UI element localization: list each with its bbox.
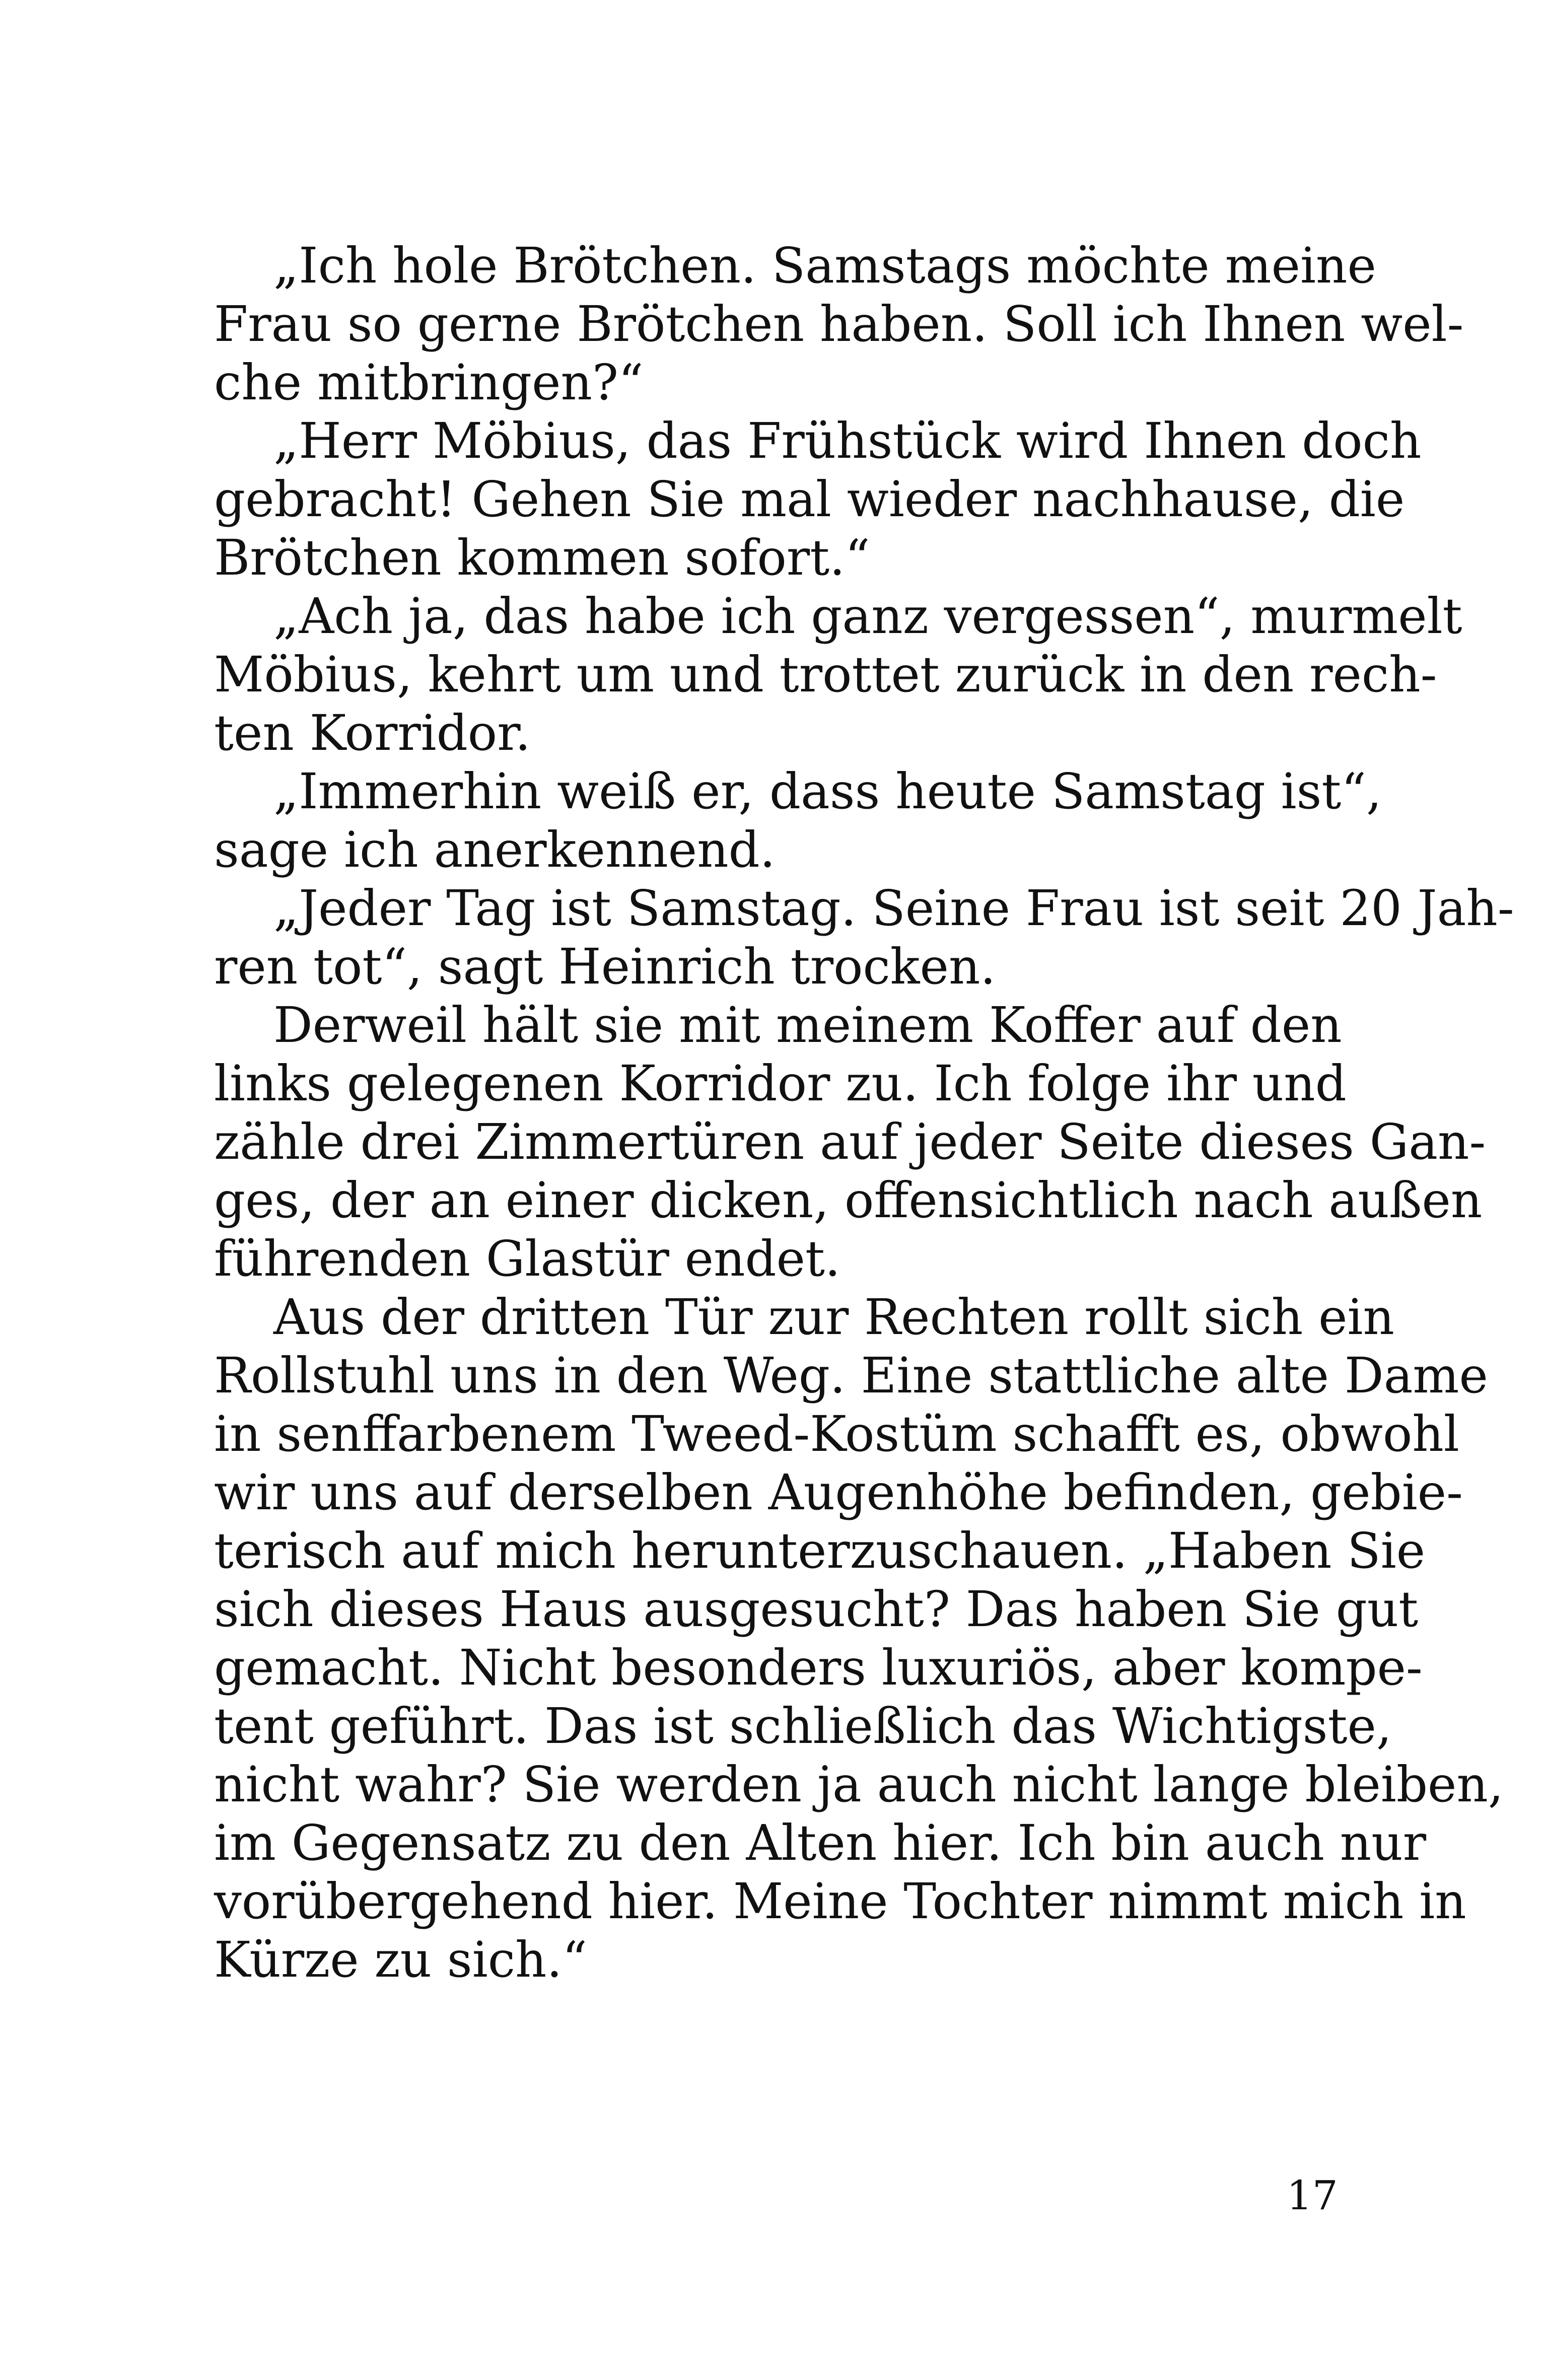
text-line: Rollstuhl uns in den Weg. Eine stattliche alte Dame [214,1347,1488,1404]
text-line: che mitbringen?“ [214,354,644,411]
text-line: tent geführt. Das ist schließlich das Wichtigste, [214,1698,1392,1755]
text-line: Möbius, kehrt um und trottet zurück in den rech- [214,646,1437,703]
text-line: „Herr Möbius, das Frühstück wird Ihnen doch [273,412,1422,469]
paragraph [214,237,1464,412]
text-line: sich dieses Haus ausgesucht? Das haben Sie gut [214,1581,1419,1638]
text-line: Frau so gerne Brötchen haben. Soll ich Ihnen wel- [214,296,1464,353]
text-line: nicht wahr? Sie werden ja auch nicht lange bleiben, [214,1756,1504,1813]
text-line: ges, der an einer dicken, offensichtlich nach außen [214,1172,1483,1229]
text-line: „Jeder Tag ist Samstag. Seine Frau ist seit 20 Jah- [273,880,1514,937]
text-line: im Gegensatz zu den Alten hier. Ich bin auch nur [214,1814,1427,1871]
paragraph [214,879,1514,996]
text-line: Brötchen kommen sofort.“ [214,529,870,586]
paragraph [214,412,1422,587]
text-line: Derweil hält sie mit meinem Koffer auf den [273,997,1342,1054]
text-line: vorübergehend hier. Meine Tochter nimmt mich in [214,1873,1466,1930]
paragraph [214,762,1382,879]
text-line: links gelegenen Korridor zu. Ich folge ihr und [214,1055,1347,1112]
text-line: zähle drei Zimmertüren auf jeder Seite dieses Gan- [214,1113,1486,1170]
paragraph [214,587,1462,762]
text-line: ren tot“, sagt Heinrich trocken. [214,938,996,995]
book-page-text [214,237,1514,1989]
text-line: „Ich hole Brötchen. Samstags möchte meine [273,237,1376,294]
text-line: führenden Glastür endet. [214,1230,840,1287]
text-line: Aus der dritten Tür zur Rechten rollt sich ein [273,1289,1395,1346]
page-number: 17 [1287,2172,1338,2219]
text-line: in senffarbenem Tweed-Kostüm schafft es, obwohl [214,1406,1459,1462]
text-line: „Immerhin weiß er, dass heute Samstag ist“, [273,763,1382,820]
text-line: Kürze zu sich.“ [214,1931,587,1988]
text-line: sage ich anerkennend. [214,821,776,878]
text-line: gemacht. Nicht besonders luxuriös, aber kompe- [214,1639,1423,1696]
paragraph [214,996,1486,1288]
text-line: wir uns auf derselben Augenhöhe befinden, gebie- [214,1464,1463,1521]
text-line: gebracht! Gehen Sie mal wieder nachhause, die [214,471,1405,528]
text-line: „Ach ja, das habe ich ganz vergessen“, murmelt [273,588,1462,645]
text-line: ten Korridor. [214,705,531,761]
text-line: terisch auf mich herunterzuschauen. „Haben Sie [214,1522,1426,1579]
paragraph [214,1288,1504,1989]
